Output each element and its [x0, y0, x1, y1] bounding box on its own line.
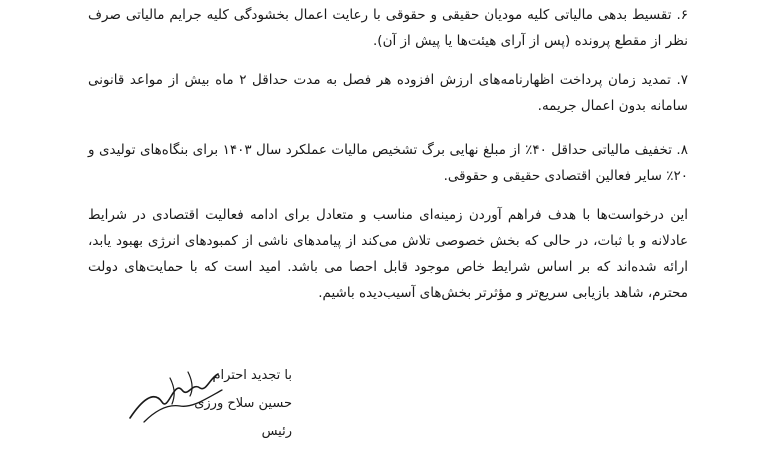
signer-title: رئیس: [261, 424, 292, 439]
list-item-6: ۶. تقسیط بدهی مالیاتی کلیه مودیان حقیقی و حقوقی با رعایت اعمال بخشودگی کلیه جرایم مالیاتی صرف نظر از مقطع پرونده (پس از آرای هیئت‌ها یا پیش از آن).: [88, 7, 688, 49]
list-item-8: ۸. تخفیف مالیاتی حداقل ۴۰٪ از مبلغ نهایی برگ تشخیص مالیات عملکرد سال ۱۴۰۳ برای بنگاه‌های تولیدی و ۲۰٪ سایر فعالین اقتصادی حقیقی و حقوقی.: [88, 142, 688, 184]
signature-block: [92, 362, 292, 446]
closing-paragraph: این درخواست‌ها با هدف فراهم آوردن زمینه‌ای مناسب و متعادل برای ادامه فعالیت اقتصادی در شرایط عادلانه و با ثبات، در حالی که بخش خصوصی تلاش می‌کند از پیامدهای ناشی از کمبودهای انرژی بهبود یابد، ارائه شده‌اند که بر اساس شرایط خاص موجود قابل احصا می باشد. امید است که با حمایت‌های دولت محترم، شاهد بازیابی سریع‌تر و مؤثرتر بخش‌های آسیب‌دیده باشیم.: [88, 207, 688, 301]
signer-name: حسین سلاح ورزی: [194, 396, 292, 411]
closing-greeting: با تجدید احترام: [212, 368, 292, 383]
list-item-7: ۷. تمدید زمان پرداخت اظهارنامه‌های ارزش افزوده هر فصل به مدت حداقل ۲ ماه بیش از مواعد قانونی سامانه بدون اعمال جریمه.: [88, 72, 688, 114]
